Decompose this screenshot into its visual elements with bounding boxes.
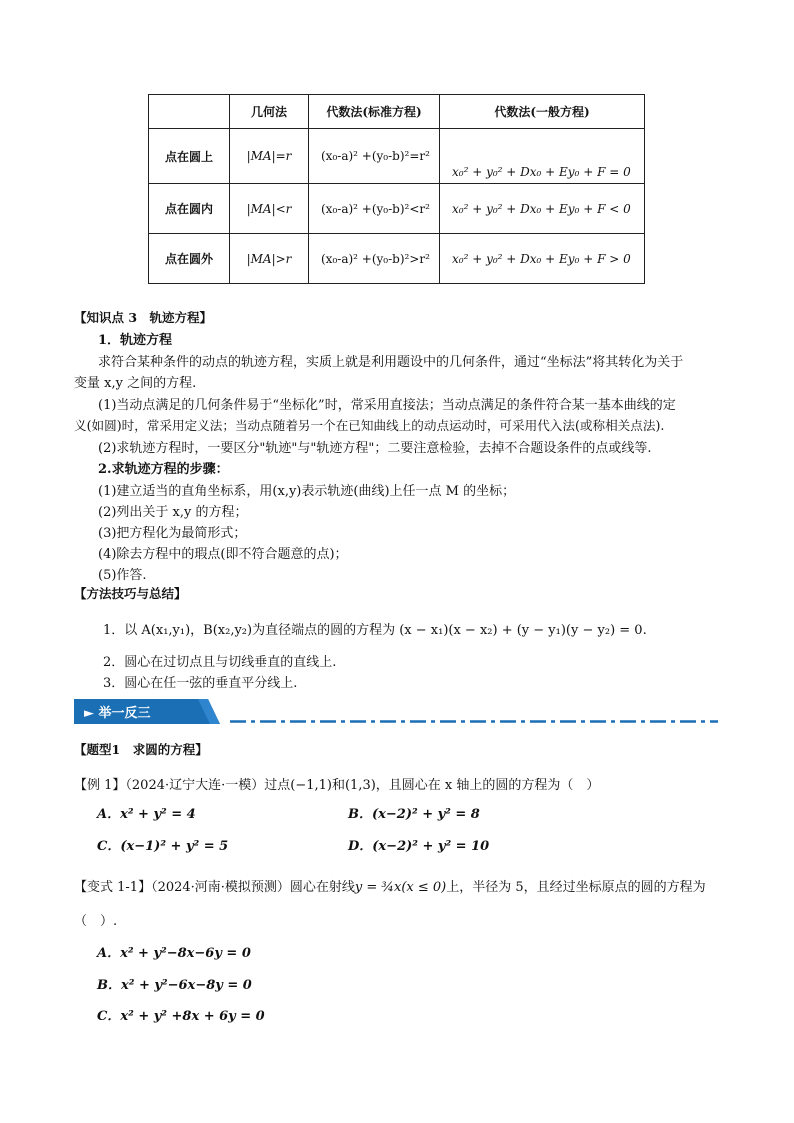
table-row — [149, 234, 645, 284]
table-row — [149, 129, 645, 184]
general-eq-cell: x₀² + y₀² + Dx₀ + Ey₀ + F = 0 — [440, 129, 645, 184]
paragraph: 变量 x,y 之间的方程. — [74, 376, 197, 391]
row-label: 点在圆外 — [149, 234, 230, 284]
paragraph: (2)求轨迹方程时，一要区分"轨迹"与"轨迹方程"；二要注意检验，去掉不合题设条件的点或线等. — [98, 441, 652, 456]
variant-stem-answer-blank: （ ）. — [74, 914, 118, 929]
paragraph: (1)当动点满足的几何条件易于“坐标化”时，常采用直接法；当动点满足的条件符合某一基本曲线的定 — [98, 398, 676, 413]
variant-stem-text: 上，半径为 5，且经过坐标原点的圆的方程为 — [446, 880, 706, 895]
variant-stem-math: y = ¾x(x ≤ 0) — [354, 880, 447, 895]
dash-dot-divider — [230, 720, 718, 723]
standard-eq-cell: (x₀-a)² +(y₀-b)²=r² — [309, 129, 440, 184]
step-item: (2)列出关于 x,y 的方程； — [98, 505, 248, 520]
general-eq-cell: x₀² + y₀² + Dx₀ + Ey₀ + F < 0 — [440, 184, 645, 234]
table-row — [149, 184, 645, 234]
standard-eq-cell: (x₀-a)² +(y₀-b)²>r² — [309, 234, 440, 284]
option-a: A．x² + y²−8x−6y = 0 — [97, 946, 251, 961]
option-c: C．x² + y² +8x + 6y = 0 — [97, 1009, 265, 1024]
banner-label: ► 举一反三 — [84, 706, 151, 721]
paragraph: 求符合某种条件的动点的轨迹方程，实质上就是利用题设中的几何条件，通过“坐标法”将其转化为关于 — [98, 355, 684, 370]
variant-stem-text: 【变式 1-1】（2024·河南·模拟预测）圆心在射线 — [74, 880, 355, 895]
geometric-cell: |MA|<r — [230, 184, 309, 234]
general-eq-cell: x₀² + y₀² + Dx₀ + Ey₀ + F > 0 — [440, 234, 645, 284]
geometric-cell: |MA|>r — [230, 234, 309, 284]
row-label: 点在圆内 — [149, 184, 230, 234]
question-type-1-title: 【题型1 求圆的方程】 — [74, 742, 208, 757]
example-1-stem: 【例 1】（2024·辽宁大连·一模）过点(−1,1)和(1,3)，且圆心在 x 轴上的圆的方程为（ ） — [74, 778, 600, 793]
method-item: 1．以 A(x₁,y₁)，B(x₂,y₂)为直径端点的圆的方程为 (x − x₁)(x − x₂) + (y − y₁)(y − y₂) = 0. — [103, 623, 647, 638]
knowledge-point-3-title: 【知识点 3 轨迹方程】 — [74, 310, 213, 325]
variant-1-1-stem — [74, 876, 706, 895]
table-header-general: 代数法(一般方程) — [440, 95, 645, 129]
option-d: D．(x−2)² + y² = 10 — [348, 839, 490, 854]
point-circle-position-table — [148, 94, 645, 284]
trajectory-heading: 1．轨迹方程 — [98, 333, 173, 348]
step-item: (5)作答. — [98, 568, 147, 583]
step-item: (3)把方程化为最简形式； — [98, 526, 247, 541]
table-header-standard: 代数法(标准方程) — [309, 95, 440, 129]
method-item: 3．圆心在任一弦的垂直平分线上. — [103, 676, 298, 691]
method-item: 2．圆心在过切点且与切线垂直的直线上. — [103, 655, 337, 670]
option-a: A．x² + y² = 4 — [97, 807, 196, 822]
option-b: B．x² + y²−6x−8y = 0 — [97, 978, 252, 993]
section-banner — [74, 699, 220, 724]
row-label: 点在圆上 — [149, 129, 230, 184]
standard-eq-cell: (x₀-a)² +(y₀-b)²<r² — [309, 184, 440, 234]
table-header-geometric: 几何法 — [230, 95, 309, 129]
step-item: (1)建立适当的直角坐标系，用(x,y)表示轨迹(曲线)上任一点 M 的坐标； — [98, 484, 516, 499]
table-header-empty — [149, 95, 230, 129]
geometric-cell: |MA|=r — [230, 129, 309, 184]
option-b: B．(x−2)² + y² = 8 — [348, 807, 480, 822]
steps-heading: 2.求轨迹方程的步骤： — [98, 462, 229, 477]
method-summary-title: 【方法技巧与总结】 — [74, 586, 187, 601]
step-item: (4)除去方程中的瑕点(即不符合题意的点)； — [98, 547, 348, 562]
paragraph: 义(如圆)时，常采用定义法；当动点随着另一个在已知曲线上的动点运动时，可采用代入法(或称相关点法). — [74, 418, 665, 433]
option-c: C．(x−1)² + y² = 5 — [97, 839, 229, 854]
